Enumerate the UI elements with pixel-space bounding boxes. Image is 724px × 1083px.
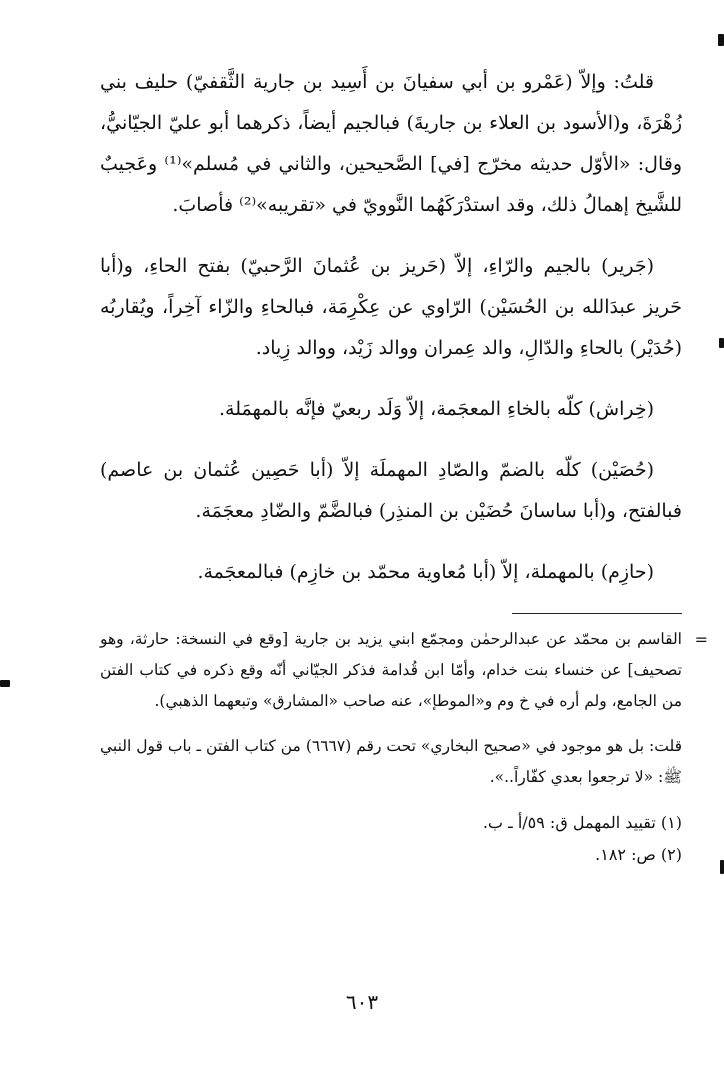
paragraph-jarir: (جَرير) بالجيم والرّاءِ، إلاّ (حَريز بن عُثمانَ الرَّحبيّ) بفتح الحاءِ، و(أبا حَريز عبدَالله بن الحُسَيْن) الرّاوي عن عِكْرِمَة، فبالحاءِ والزّاء آخِراً، ويُقاربُه (حُدَيْر) بالحاءِ والدّالِ، والد عِمران ووالد زَيْد، ووالد زِياد. — [100, 255, 682, 359]
edge-mark-middle — [719, 338, 724, 348]
edge-mark-bottom — [720, 860, 724, 874]
footnote-comment: قلت: بل هو موجود في «صحيح البخاري» تحت رقم (٦٦٦٧) من كتاب الفتن ـ باب قول النبي ﷺ: «لا ترجعوا بعدي كفّاراً..». — [100, 737, 682, 786]
footnote-continuation-text: القاسم بن محمّد عن عبدالرحمٰن ومجمّع ابني يزيد بن جارية [وقع في النسخة: حارثة، وهو تصحيف] عن خنساء بنت خدام، وأمّا ابن قُدامة فذكر الجيّاني أنّه وقع ذكره في كتاب الفتن من الجامع، ولم أره في خ وم و«الموطإ»، عنه صاحب «المشارق» وتبعهما الذهبي). — [100, 630, 682, 710]
paragraph-khirash: (خِراش) كلّه بالخاءِ المعجَمة، إلاّ وَلَد ربعيّ فإنَّه بالمهمَلة. — [219, 398, 654, 420]
paragraph-hazim: (حازِم) بالمهملة، إلاّ (أبا مُعاوية محمّد بن خازِم) فبالمعجَمة. — [197, 561, 654, 583]
footnote-separator — [512, 613, 682, 614]
edge-mark-left — [0, 680, 10, 687]
edge-mark-top — [718, 34, 724, 46]
paragraph-husayn: (حُصَيْن) كلّه بالضمّ والصّادِ المهملَة إلاّ (أبا حَصِين عُثمان بن عاصم) فبالفتح، و(أبا ساسانَ حُضَيْن بن المنذِر) فبالضَّمّ والضّادِ معجَمَة. — [100, 459, 682, 522]
document-page — [100, 62, 708, 1062]
paragraph-amr: قلتُ: وإلاّ (عَمْرو بن أبي سفيانَ بن أَسِيد بن جارية الثَّقفيّ) حليف بني زُهْرَةَ، و(الأسود بن العلاء بن جاريةَ) فبالجيم أيضاً، ذكرهما أبو عليّ الجيّانيُّ، وقال: «الأوّل حديثه مخرّج [في] الصَّحيحين، والثاني في مُسلم»⁽¹⁾ وعَجيبٌ للشَّيخ إهمالُ ذلك، وقد استدْرَكَهُما النَّوويّ في «تقريبه»⁽²⁾ فأصابَ. — [100, 71, 683, 216]
page-number: ٦٠٣ — [345, 990, 379, 1014]
footnote-2: (٢) ص: ١٨٢. — [595, 845, 682, 864]
footnote-list — [100, 807, 682, 871]
continuation-marker: = — [694, 630, 708, 649]
footnote-continuation — [100, 624, 708, 717]
main-text — [100, 62, 682, 593]
footnotes — [100, 624, 708, 871]
footnote-1: (١) تقييد المهمل ق: ٥٩/أ ـ ب. — [482, 813, 682, 832]
